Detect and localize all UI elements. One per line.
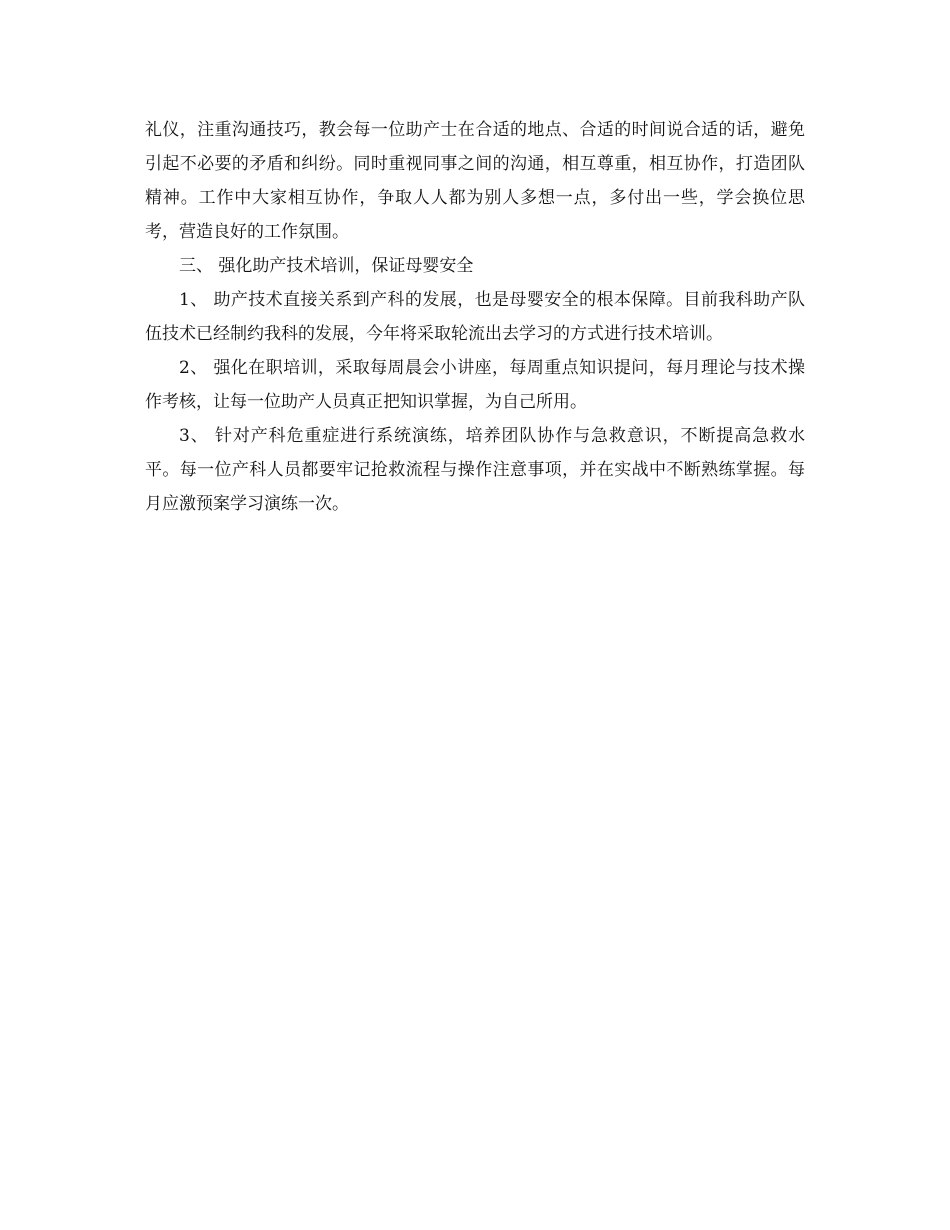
paragraph-continuation: 礼仪，注重沟通技巧，教会每一位助产士在合适的地点、合适的时间说合适的话，避免引起不必要的矛盾和纠纷。同时重视同事之间的沟通，相互尊重，相互协作，打造团队精神。工作中大家相互协作，争取人人都为别人多想一点，多付出一些，学会换位思考，营造良好的工作氛围。	[145, 120, 805, 242]
document-body	[145, 113, 805, 521]
paragraph-item-1: 1、 助产技术直接关系到产科的发展，也是母婴安全的根本保障。目前我科助产队伍技术已经制约我科的发展，今年将采取轮流出去学习的方式进行技术培训。	[145, 290, 805, 344]
paragraph-item-3: 3、 针对产科危重症进行系统演练，培养团队协作与急救意识，不断提高急救水平。每一位产科人员都要牢记抢救流程与操作注意事项，并在实战中不断熟练掌握。每月应激预案学习演练一次。	[145, 426, 805, 514]
section-heading-3: 三、 强化助产技术培训，保证母婴安全	[179, 256, 474, 276]
paragraph-item-2: 2、 强化在职培训，采取每周晨会小讲座，每周重点知识提问，每月理论与技术操作考核，让每一位助产人员真正把知识掌握，为自己所用。	[145, 358, 805, 412]
